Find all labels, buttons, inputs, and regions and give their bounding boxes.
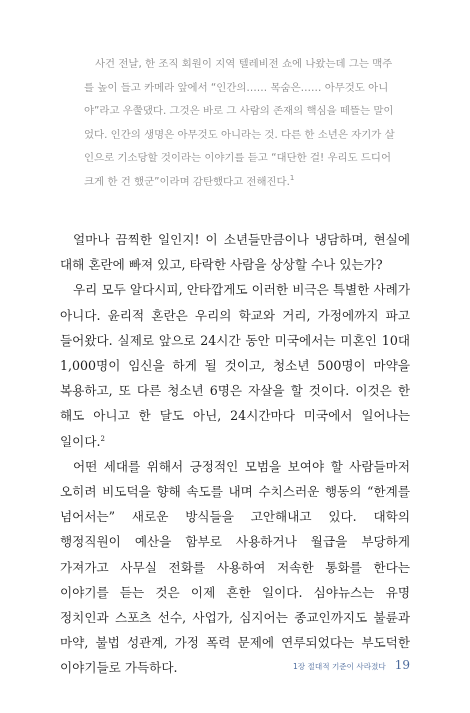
- footnote-marker: 1: [289, 173, 295, 182]
- footnote-marker: 2: [100, 434, 105, 443]
- indented-quote: [84, 53, 398, 194]
- page-footer: [293, 658, 410, 672]
- paragraph: [60, 277, 410, 453]
- running-footer-chapter: 1장 절대적 기준이 사라졌다: [292, 662, 386, 671]
- paragraph: [60, 227, 410, 277]
- body-text: [60, 227, 410, 681]
- paragraph: [60, 454, 410, 681]
- paragraph-text: 우리 모두 알다시피, 안타깝게도 이러한 비극은 특별한 사례가 아니다. 윤리적 혼란은 우리의 학교와 거리, 가정에까지 파고 들어왔다. 실제로 앞으로 24시간 동안 미국에서는 미혼인 10대 1,000명이 임신을 하게 될 것이고, 청소년 500명이 마약을 복용하고, 또 다른 청소년 6명은 자살을 할 것이다. 이것은 한 해도 아니고 한 달도 아닌, 24시간마다 미국에서 일어나는 일이다.: [60, 282, 410, 449]
- paragraph-text: 얼마나 끔찍한 일인지! 이 소년들만큼이나 냉담하며, 현실에 대해 혼란에 빠져 있고, 타락한 사람을 상상할 수나 있는가?: [60, 232, 410, 273]
- quote-text: 사건 전날, 한 조직 회원이 지역 텔레비전 쇼에 나왔는데 그는 맥주를 높이 들고 카메라 앞에서 “인간의…… 목숨은…… 아무것도 아니야”라고 우쭐댔다. 그것은 바로 그 사람의 존재의 핵심을 떼뜰는 말이었다. 인간의 생명은 아무것도 아니라는 것. 다른 한 소년은 자기가 살인으로 기소당할 것이라는 이야기를 듣고 “대단한 걸! 우리도 드디어 크게 한 건 했군”이라며 감탄했다고 전해진다.: [84, 58, 395, 188]
- page-number: 19: [394, 658, 410, 672]
- paragraph-text: 어떤 세대를 위해서 긍정적인 모범을 보여야 할 사람들마저 오히려 비도덕을 향해 속도를 내며 수치스러운 행동의 “한계를 넘어서는” 새로운 방식들을 고안해내고 있다. 대학의 행정직원이 예산을 함부로 사용하거나 월급을 부당하게 가져가고 사무실 전화를 사용하여 저속한 통화를 한다는 이야기를 듣는 것은 이제 흔한 일이다. 심야뉴스는 유명 정치인과 스포츠 선수, 사업가, 심지어는 종교인까지도 불륜과 마약, 불법 성관계, 가정 폭력 문제에 연루되었다는 부도덕한 이야기들로 가득하다.: [60, 458, 410, 676]
